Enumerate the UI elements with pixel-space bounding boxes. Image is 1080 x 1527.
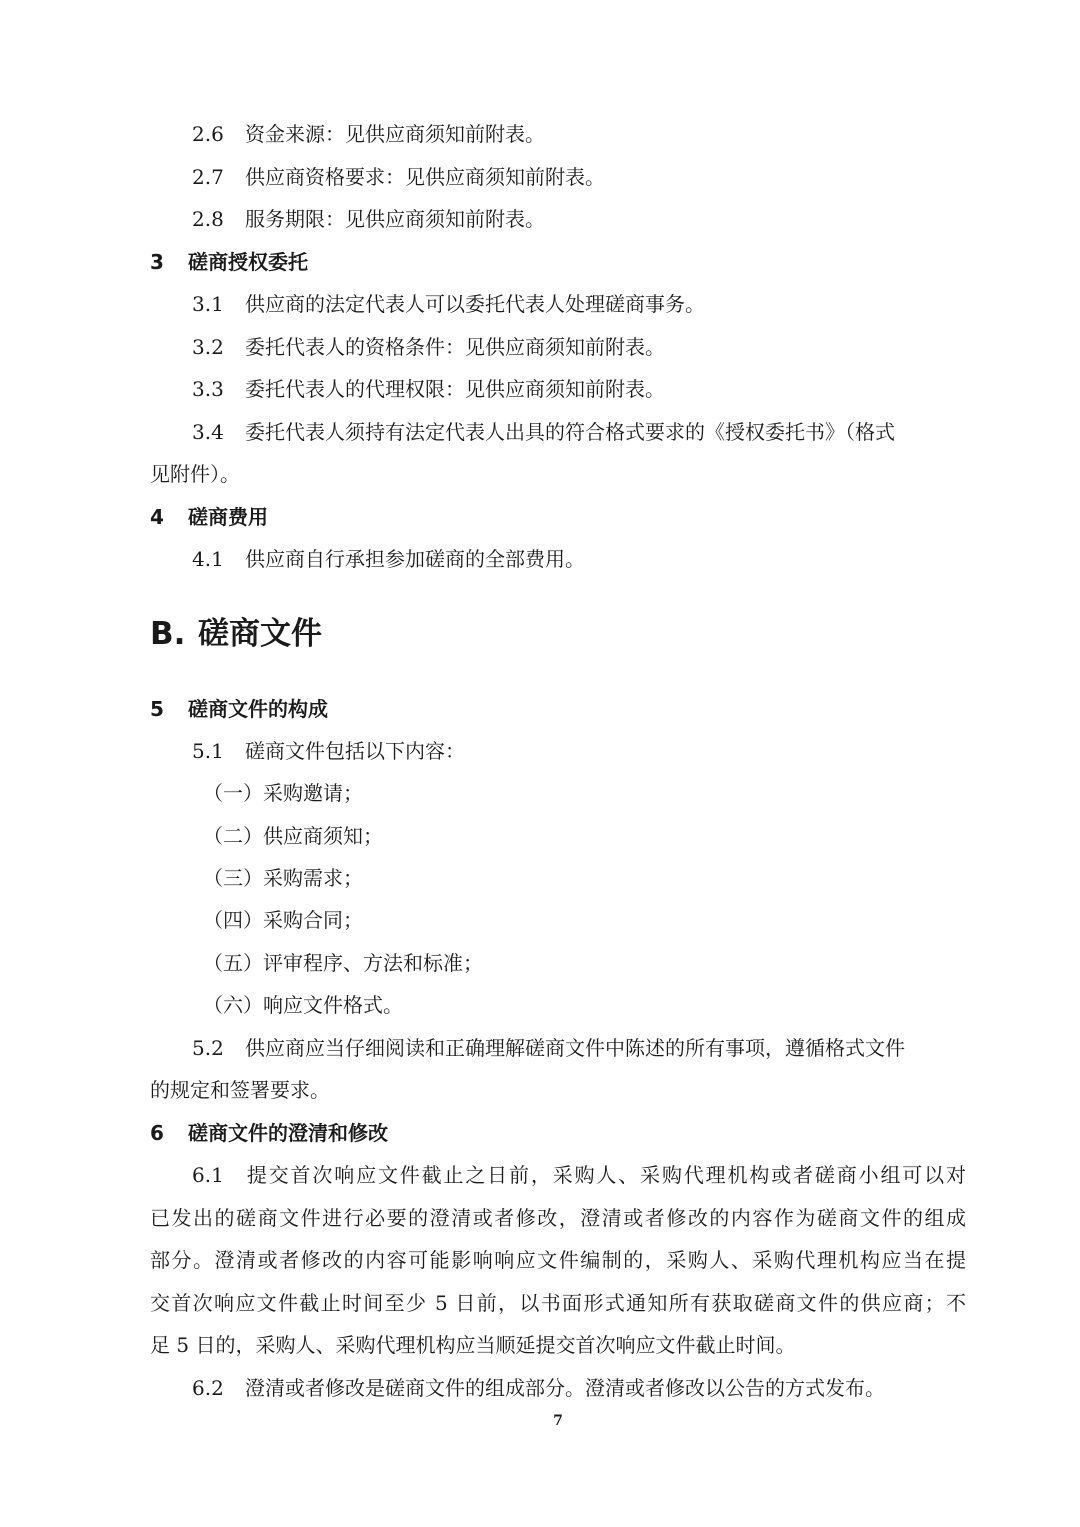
- clause-number: 6.2: [192, 1376, 224, 1400]
- clause-6-1-line-4: 交首次响应文件截止时间至少 5 日前，以书面形式通知所有获取磋商文件的供应商；不: [150, 1291, 966, 1315]
- list-item-1: （一）采购邀请；: [203, 781, 363, 805]
- clause-2-7: [192, 162, 605, 192]
- clause-text: 供应商应当仔细阅读和正确理解磋商文件中陈述的所有事项，遵循格式文件: [245, 1036, 905, 1060]
- heading-number: 4: [150, 505, 164, 529]
- heading-5: [150, 694, 328, 724]
- clause-text: 供应商的法定代表人可以委托代表人处理磋商事务。: [245, 292, 705, 316]
- heading-6: [150, 1118, 388, 1148]
- clause-text: 澄清或者修改是磋商文件的组成部分。澄清或者修改以公告的方式发布。: [245, 1376, 885, 1400]
- clause-5-1: [192, 736, 465, 766]
- section-letter: B.: [150, 616, 186, 652]
- section-text: 磋商文件: [198, 616, 322, 652]
- clause-number: 5.1: [192, 739, 224, 763]
- section-title-b: [150, 612, 322, 656]
- clause-4-1: [192, 544, 585, 574]
- clause-number: 3.3: [192, 377, 224, 401]
- heading-text: 磋商授权委托: [188, 250, 308, 274]
- clause-number: 2.7: [192, 165, 224, 189]
- clause-number: 2.6: [192, 122, 224, 146]
- clause-6-1-line-5: 足 5 日的，采购人、采购代理机构应当顺延提交首次响应文件截止时间。: [150, 1333, 796, 1357]
- heading-3: [150, 247, 308, 277]
- list-item-5: （五）评审程序、方法和标准；: [203, 951, 483, 975]
- list-item-4: （四）采购合同；: [203, 908, 363, 932]
- clause-3-1: [192, 289, 705, 319]
- clause-3-4-continuation: 见附件）。: [150, 462, 240, 486]
- clause-5-2: [192, 1033, 905, 1063]
- clause-text: 委托代表人的代理权限：见供应商须知前附表。: [245, 377, 665, 401]
- clause-3-3: [192, 374, 665, 404]
- clause-number: 3.1: [192, 292, 224, 316]
- clause-text: 供应商自行承担参加磋商的全部费用。: [245, 547, 585, 571]
- clause-text: 委托代表人须持有法定代表人出具的符合格式要求的《授权委托书》（格式: [245, 420, 895, 444]
- clause-text: 提交首次响应文件截止之日前，采购人、采购代理机构或者磋商小组可以对: [245, 1163, 966, 1187]
- heading-text: 磋商费用: [188, 505, 268, 529]
- clause-6-2: [192, 1373, 885, 1403]
- heading-text: 磋商文件的澄清和修改: [188, 1121, 388, 1145]
- heading-4: [150, 502, 268, 532]
- heading-number: 5: [150, 697, 164, 721]
- clause-5-2-continuation: 的规定和签署要求。: [150, 1078, 330, 1102]
- clause-6-1-line-3: 部分。澄清或者修改的内容可能影响响应文件编制的，采购人、采购代理机构应当在提: [150, 1248, 966, 1272]
- list-item-6: （六）响应文件格式。: [203, 993, 403, 1017]
- heading-text: 磋商文件的构成: [188, 697, 328, 721]
- list-item-2: （二）供应商须知；: [203, 824, 383, 848]
- list-item-3: （三）采购需求；: [203, 866, 363, 890]
- clause-text: 供应商资格要求：见供应商须知前附表。: [245, 165, 605, 189]
- heading-number: 6: [150, 1121, 164, 1145]
- clause-6-1-line-2: 已发出的磋商文件进行必要的澄清或者修改，澄清或者修改的内容作为磋商文件的组成: [150, 1206, 966, 1230]
- clause-text: 磋商文件包括以下内容：: [245, 739, 465, 763]
- clause-text: 服务期限：见供应商须知前附表。: [245, 207, 545, 231]
- clause-number: 6.1: [192, 1163, 224, 1187]
- page-number: 7: [553, 1413, 563, 1429]
- clause-text: 委托代表人的资格条件：见供应商须知前附表。: [245, 335, 665, 359]
- clause-number: 3.4: [192, 420, 224, 444]
- clause-number: 2.8: [192, 207, 224, 231]
- heading-number: 3: [150, 250, 164, 274]
- clause-number: 4.1: [192, 547, 224, 571]
- clause-number: 5.2: [192, 1036, 224, 1060]
- clause-6-1-line-1: [150, 1160, 966, 1190]
- clause-number: 3.2: [192, 335, 224, 359]
- clause-2-8: [192, 204, 545, 234]
- clause-3-4: [192, 417, 895, 447]
- clause-text: 资金来源：见供应商须知前附表。: [245, 122, 545, 146]
- clause-3-2: [192, 332, 665, 362]
- clause-2-6: [192, 119, 545, 149]
